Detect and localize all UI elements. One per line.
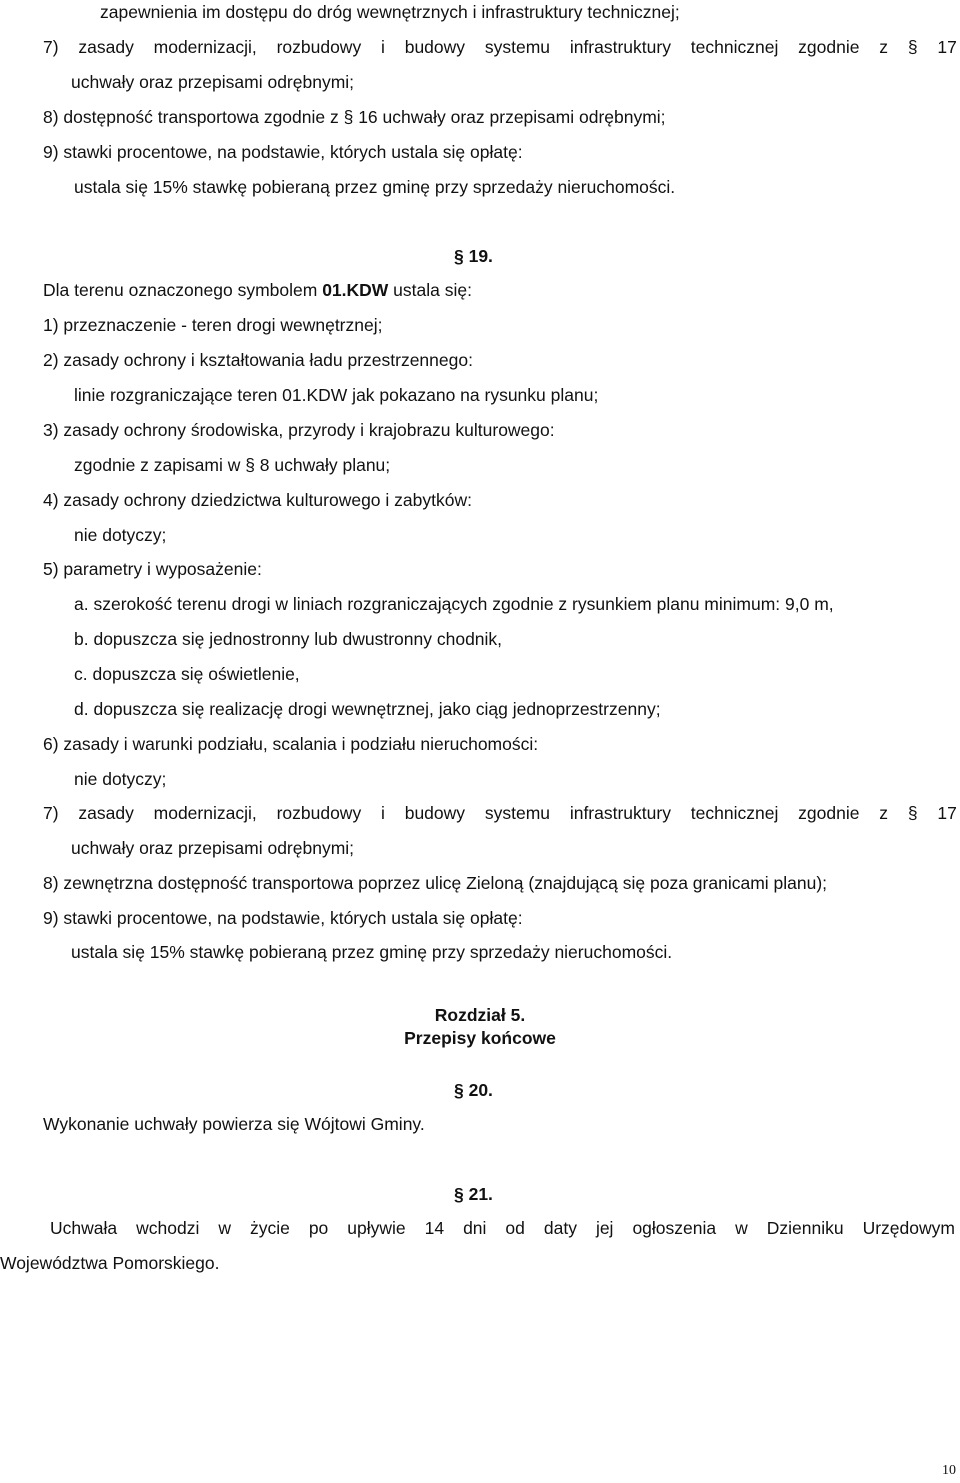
text-line: zapewnienia im dostępu do dróg wewnętrznych i infrastruktury technicznej;: [100, 2, 680, 22]
text-line: [43, 36, 957, 58]
word: infrastruktury: [569, 803, 671, 823]
word: zasady: [78, 37, 134, 57]
word: 17: [937, 37, 957, 57]
text-line: zgodnie z zapisami w § 8 uchwały planu;: [74, 455, 391, 475]
word: dni: [463, 1218, 487, 1238]
word: budowy: [404, 37, 466, 57]
text-line: nie dotyczy;: [74, 525, 167, 545]
word: infrastruktury: [569, 37, 671, 57]
word: po: [308, 1218, 329, 1238]
word: modernizacji,: [153, 37, 257, 57]
text-line: 5) parametry i wyposażenie:: [43, 559, 262, 579]
intro-text: ustala się:: [388, 280, 472, 300]
text-line: nie dotyczy;: [74, 769, 167, 789]
word: 7): [43, 37, 59, 57]
word: Uchwała: [50, 1218, 118, 1238]
word: 17: [937, 803, 957, 823]
word: ogłoszenia: [632, 1218, 717, 1238]
word: upływie: [347, 1218, 406, 1238]
word: daty: [543, 1218, 577, 1238]
word: technicznej: [690, 803, 779, 823]
word: w: [735, 1218, 748, 1238]
word: zasady: [78, 803, 134, 823]
text-line: b. dopuszcza się jednostronny lub dwustronny chodnik,: [74, 629, 503, 649]
word: 14: [424, 1218, 445, 1238]
section-heading: § 21.: [454, 1184, 493, 1204]
text-line: Województwa Pomorskiego.: [0, 1253, 220, 1273]
word: rozbudowy: [276, 803, 362, 823]
text-line: 3) zasady ochrony środowiska, przyrody i krajobrazu kulturowego:: [43, 420, 555, 440]
word: od: [505, 1218, 525, 1238]
word: §: [907, 803, 918, 823]
text-line: [43, 279, 472, 301]
word: zgodnie: [798, 803, 860, 823]
word: rozbudowy: [276, 37, 362, 57]
text-line: 9) stawki procentowe, na podstawie, których ustala się opłatę:: [43, 142, 523, 162]
word: i: [381, 803, 385, 823]
word: Dzienniku: [766, 1218, 844, 1238]
text-line: uchwały oraz przepisami odrębnymi;: [71, 838, 355, 858]
chapter-title: Przepisy końcowe: [404, 1028, 556, 1048]
intro-text: Dla terenu oznaczonego symbolem: [43, 280, 323, 300]
text-line: 4) zasady ochrony dziedzictwa kulturowego i zabytków:: [43, 490, 472, 510]
word: w: [218, 1218, 231, 1238]
word: §: [907, 37, 918, 57]
word: technicznej: [690, 37, 779, 57]
text-line: uchwały oraz przepisami odrębnymi;: [71, 72, 355, 92]
text-line: 8) dostępność transportowa zgodnie z § 16 uchwały oraz przepisami odrębnymi;: [43, 107, 666, 127]
word: jej: [595, 1218, 614, 1238]
text-line: d. dopuszcza się realizację drogi wewnętrznej, jako ciąg jednoprzestrzenny;: [74, 699, 661, 719]
word: z: [879, 803, 889, 823]
text-line: ustala się 15% stawkę pobieraną przez gminę przy sprzedaży nieruchomości.: [74, 177, 676, 197]
word: systemu: [484, 803, 551, 823]
text-line: a. szerokość terenu drogi w liniach rozgraniczających zgodnie z rysunkiem planu minimum: 9,0 m,: [74, 594, 834, 614]
word: modernizacji,: [153, 803, 257, 823]
text-line: 6) zasady i warunki podziału, scalania i podziału nieruchomości:: [43, 734, 539, 754]
text-line: 2) zasady ochrony i kształtowania ładu przestrzennego:: [43, 350, 473, 370]
text-line: Wykonanie uchwały powierza się Wójtowi Gminy.: [43, 1114, 425, 1134]
word: i: [381, 37, 385, 57]
text-line: ustala się 15% stawkę pobieraną przez gminę przy sprzedaży nieruchomości.: [71, 942, 673, 962]
word: Urzędowym: [862, 1218, 955, 1238]
chapter-number: Rozdział 5.: [434, 1005, 526, 1025]
word: 7): [43, 803, 59, 823]
text-line: c. dopuszcza się oświetlenie,: [74, 664, 300, 684]
word: systemu: [484, 37, 551, 57]
page-number: 10: [942, 1463, 956, 1478]
word: budowy: [404, 803, 466, 823]
section-heading: § 20.: [454, 1080, 493, 1100]
text-line: 9) stawki procentowe, na podstawie, których ustala się opłatę:: [43, 908, 523, 928]
word: zgodnie: [798, 37, 860, 57]
word: życie: [249, 1218, 290, 1238]
text-line: [43, 802, 957, 824]
zone-symbol: 01.KDW: [322, 280, 389, 300]
section-heading: § 19.: [454, 246, 493, 266]
text-line: 1) przeznaczenie - teren drogi wewnętrznej;: [43, 315, 383, 335]
text-line: linie rozgraniczające teren 01.KDW jak pokazano na rysunku planu;: [74, 385, 599, 405]
word: wchodzi: [136, 1218, 200, 1238]
word: z: [879, 37, 889, 57]
text-line: 8) zewnętrzna dostępność transportowa poprzez ulicę Zieloną (znajdującą się poza granicami planu);: [43, 873, 828, 893]
text-line: [50, 1217, 955, 1239]
